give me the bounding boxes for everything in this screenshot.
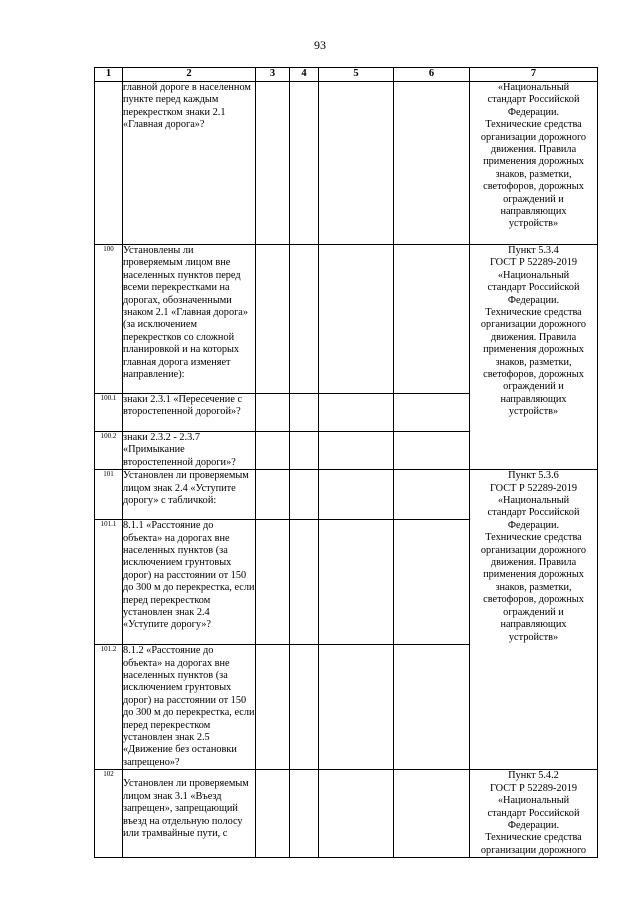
row-question: 8.1.2 «Расстояние до объекта» на дорогах вне населенных пунктов (за исключением грунтовых дорог) на расстоянии от 150 до 300 м до перекрестка, если перед перекрестком установлен знак 2.5 «Движение без остановки запрещено»? xyxy=(123,645,255,768)
row-number: 101.1 xyxy=(95,520,123,645)
reference-line: светофоров, дорожных xyxy=(483,369,584,381)
reference-line: направляющих xyxy=(500,393,567,405)
reference-line: Пункт 5.3.6 xyxy=(508,470,559,482)
row-number: 100.2 xyxy=(95,432,123,470)
column-header-6: 6 xyxy=(394,68,470,82)
blank-cell xyxy=(319,245,394,394)
column-header-1: 1 xyxy=(95,68,123,82)
row-number: 100 xyxy=(95,245,123,394)
reference-line: организации дорожного xyxy=(480,544,587,556)
reference-line: «Национальный xyxy=(497,269,570,281)
reference-line: ограждений и xyxy=(503,381,564,393)
page-number: 93 xyxy=(314,38,326,52)
reference-line: устройств» xyxy=(508,406,559,418)
reference-line: стандарт Российской xyxy=(487,282,580,294)
header-row xyxy=(95,68,598,82)
reference-line: «Национальный xyxy=(497,795,570,807)
reference-line: движения. Правила xyxy=(490,557,577,569)
row-question: Установлены ли проверяемым лицом вне населенных пунктов перед всеми перекрестками на дорогах, обозначенными знаком 2.1 «Главная дорога» (за исключением перекрестков со сложной планировкой и на которых главная дорога изменяет направление): xyxy=(123,245,256,394)
blank-cell xyxy=(290,470,319,520)
reference-line: организации дорожного xyxy=(480,131,587,143)
blank-cell xyxy=(290,645,319,770)
reference-line: устройств» xyxy=(508,218,559,230)
blank-cell xyxy=(394,245,470,394)
column-header-3: 3 xyxy=(256,68,290,82)
column-header-5: 5 xyxy=(319,68,394,82)
blank-cell xyxy=(256,394,290,432)
reference-cell xyxy=(470,245,598,470)
reference-line: светофоров, дорожных xyxy=(483,181,584,193)
blank-cell xyxy=(256,82,290,245)
blank-cell xyxy=(394,82,470,245)
reference-line: знаков, разметки, xyxy=(495,356,572,368)
blank-cell xyxy=(290,245,319,394)
table-row xyxy=(95,245,598,394)
reference-line: «Национальный xyxy=(497,495,570,507)
reference-line: организации дорожного xyxy=(480,319,587,331)
blank-cell xyxy=(256,645,290,770)
reference-line: Федерации. xyxy=(507,819,560,831)
blank-cell xyxy=(290,82,319,245)
blank-cell xyxy=(394,520,470,645)
row-number: 100.1 xyxy=(95,394,123,432)
blank-cell xyxy=(256,432,290,470)
row-question: Установлен ли проверяемым лицом знак 2.4 «Уступите дорогу» с табличкой: xyxy=(123,470,256,520)
reference-line: применения дорожных xyxy=(483,344,584,356)
reference-line: «Национальный xyxy=(497,82,570,93)
row-number xyxy=(95,82,123,245)
reference-line: движения. Правила xyxy=(490,144,577,156)
blank-cell xyxy=(319,432,394,470)
blank-cell xyxy=(256,520,290,645)
row-number: 101 xyxy=(95,470,123,520)
reference-line: ограждений и xyxy=(503,606,564,618)
blank-cell xyxy=(319,770,394,858)
reference-line: стандарт Российской xyxy=(487,94,580,106)
row-question: Установлен ли проверяемым лицом знак 3.1 «Въезд запрещен», запрещающий въезд на отдельную полосу или трамвайные пути, с xyxy=(123,770,256,858)
reference-line: знаков, разметки, xyxy=(495,168,572,180)
blank-cell xyxy=(290,520,319,645)
reference-cell xyxy=(470,470,598,770)
blank-cell xyxy=(319,82,394,245)
blank-cell xyxy=(290,770,319,858)
blank-cell xyxy=(256,245,290,394)
reference-cell xyxy=(470,82,598,245)
blank-cell xyxy=(394,470,470,520)
reference-line: Технические средства xyxy=(485,832,582,844)
row-number: 102 xyxy=(95,770,123,858)
blank-cell xyxy=(319,394,394,432)
blank-cell xyxy=(290,432,319,470)
blank-cell xyxy=(394,770,470,858)
reference-line: устройств» xyxy=(508,631,559,643)
reference-line: направляющих xyxy=(500,619,567,631)
blank-cell xyxy=(256,470,290,520)
blank-cell xyxy=(256,770,290,858)
reference-line: ограждений и xyxy=(503,193,564,205)
row-number: 101.2 xyxy=(95,645,123,770)
reference-line: ГОСТ Р 52289-2019 xyxy=(489,257,578,269)
table-row xyxy=(95,82,598,245)
reference-line: ГОСТ Р 52289-2019 xyxy=(489,782,578,794)
reference-line: Федерации. xyxy=(507,294,560,306)
reference-line: организации дорожного xyxy=(480,844,587,856)
blank-cell xyxy=(394,645,470,770)
reference-line: применения дорожных xyxy=(483,156,584,168)
blank-cell xyxy=(319,645,394,770)
blank-cell xyxy=(319,520,394,645)
row-question: знаки 2.3.1 «Пересечение с второстепенной дорогой»? xyxy=(123,394,256,432)
reference-line: Федерации. xyxy=(507,519,560,531)
blank-cell xyxy=(394,432,470,470)
reference-line: Технические средства xyxy=(485,307,582,319)
row-question: главной дороге в населенном пункте перед каждым перекрестком знаки 2.1 «Главная дорога»? xyxy=(123,82,256,245)
reference-line: Пункт 5.3.4 xyxy=(508,245,559,256)
blank-cell xyxy=(290,394,319,432)
blank-cell xyxy=(319,470,394,520)
table-row xyxy=(95,770,598,858)
row-question: 8.1.1 «Расстояние до объекта» на дорогах вне населенных пунктов (за исключением грунтовых дорог) на расстоянии от 150 до 300 м до перекрестка, если перед перекрестком установлен знак 2.4 «Уступите дорогу»? xyxy=(123,520,256,645)
column-header-2: 2 xyxy=(123,68,256,82)
reference-line: Федерации. xyxy=(507,106,560,118)
reference-cell xyxy=(470,770,598,858)
row-question: знаки 2.3.2 - 2.3.7 «Примыкание второстепенной дороги»? xyxy=(123,432,256,470)
reference-line: Технические средства xyxy=(485,119,582,131)
blank-cell xyxy=(394,394,470,432)
reference-line: стандарт Российской xyxy=(487,507,580,519)
reference-line: светофоров, дорожных xyxy=(483,594,584,606)
checklist-table xyxy=(94,67,598,858)
reference-line: применения дорожных xyxy=(483,569,584,581)
reference-line: направляющих xyxy=(500,206,567,218)
reference-line: ГОСТ Р 52289-2019 xyxy=(489,482,578,494)
reference-line: Пункт 5.4.2 xyxy=(508,770,559,782)
reference-line: стандарт Российской xyxy=(487,807,580,819)
reference-line: Технические средства xyxy=(485,532,582,544)
table-row xyxy=(95,470,598,520)
reference-line: знаков, разметки, xyxy=(495,581,572,593)
column-header-7: 7 xyxy=(470,68,598,82)
reference-line: движения. Правила xyxy=(490,331,577,343)
column-header-4: 4 xyxy=(290,68,319,82)
